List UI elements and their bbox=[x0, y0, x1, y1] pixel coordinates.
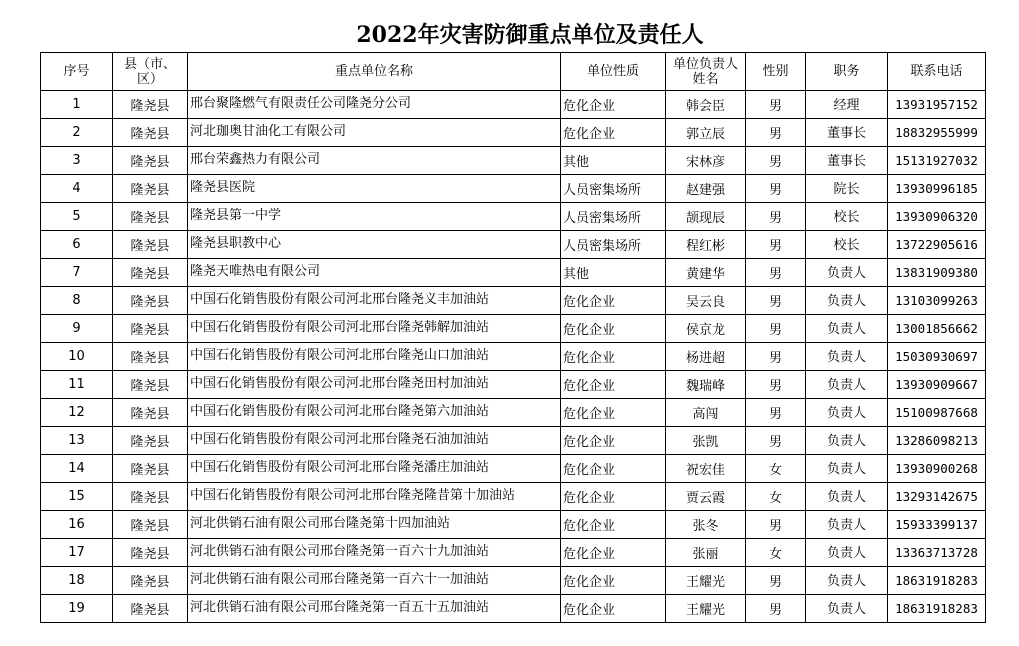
cell-phone: 13930996185 bbox=[888, 175, 986, 203]
cell-gender: 男 bbox=[746, 371, 806, 399]
cell-phone: 13930906320 bbox=[888, 203, 986, 231]
table-row bbox=[41, 483, 986, 511]
cell-county: 隆尧县 bbox=[113, 371, 188, 399]
cell-gender: 女 bbox=[746, 539, 806, 567]
cell-county: 隆尧县 bbox=[113, 259, 188, 287]
cell-unit-type: 危化企业 bbox=[561, 483, 666, 511]
cell-person: 颉现辰 bbox=[666, 203, 746, 231]
cell-person: 赵建强 bbox=[666, 175, 746, 203]
cell-county: 隆尧县 bbox=[113, 511, 188, 539]
cell-duty: 负责人 bbox=[806, 511, 888, 539]
cell-person: 祝宏佳 bbox=[666, 455, 746, 483]
unit-name-text: 中国石化销售股份有限公司河北邢台隆尧隆昔第十加油站 bbox=[190, 488, 516, 503]
cell-gender: 男 bbox=[746, 427, 806, 455]
unit-name-text: 中国石化销售股份有限公司河北邢台隆尧潘庄加油站 bbox=[190, 460, 490, 475]
cell-unit-type: 危化企业 bbox=[561, 91, 666, 119]
unit-name-text: 隆尧天唯热电有限公司 bbox=[190, 264, 321, 279]
cell-index: 13 bbox=[41, 427, 113, 455]
cell-duty: 负责人 bbox=[806, 399, 888, 427]
cell-unit-name bbox=[188, 539, 561, 567]
table-row bbox=[41, 147, 986, 175]
cell-person: 王耀光 bbox=[666, 595, 746, 623]
cell-person: 韩会臣 bbox=[666, 91, 746, 119]
cell-gender: 男 bbox=[746, 287, 806, 315]
cell-person: 宋林彦 bbox=[666, 147, 746, 175]
cell-unit-name bbox=[188, 595, 561, 623]
cell-gender: 男 bbox=[746, 511, 806, 539]
cell-index: 17 bbox=[41, 539, 113, 567]
cell-duty: 负责人 bbox=[806, 539, 888, 567]
cell-unit-type: 危化企业 bbox=[561, 119, 666, 147]
cell-duty: 负责人 bbox=[806, 455, 888, 483]
cell-county: 隆尧县 bbox=[113, 567, 188, 595]
cell-phone: 18631918283 bbox=[888, 567, 986, 595]
cell-index: 11 bbox=[41, 371, 113, 399]
cell-unit-type: 危化企业 bbox=[561, 455, 666, 483]
cell-duty: 负责人 bbox=[806, 315, 888, 343]
unit-name-text: 邢台聚隆燃气有限责任公司隆尧分公司 bbox=[190, 96, 412, 111]
header-row bbox=[41, 53, 986, 91]
cell-index: 10 bbox=[41, 343, 113, 371]
cell-unit-name bbox=[188, 371, 561, 399]
cell-county: 隆尧县 bbox=[113, 287, 188, 315]
unit-name-text: 邢台荣鑫热力有限公司 bbox=[190, 152, 321, 167]
cell-county: 隆尧县 bbox=[113, 343, 188, 371]
cell-gender: 男 bbox=[746, 567, 806, 595]
cell-gender: 女 bbox=[746, 455, 806, 483]
cell-duty: 负责人 bbox=[806, 371, 888, 399]
cell-county: 隆尧县 bbox=[113, 427, 188, 455]
cell-person: 张凯 bbox=[666, 427, 746, 455]
cell-index: 16 bbox=[41, 511, 113, 539]
cell-unit-type: 危化企业 bbox=[561, 343, 666, 371]
cell-unit-name bbox=[188, 483, 561, 511]
cell-duty: 负责人 bbox=[806, 259, 888, 287]
cell-gender: 男 bbox=[746, 147, 806, 175]
unit-name-text: 河北供销石油有限公司邢台隆尧第十四加油站 bbox=[190, 516, 451, 531]
unit-name-text: 隆尧县第一中学 bbox=[190, 208, 282, 223]
cell-duty: 校长 bbox=[806, 203, 888, 231]
cell-county: 隆尧县 bbox=[113, 203, 188, 231]
cell-gender: 男 bbox=[746, 91, 806, 119]
cell-unit-type: 危化企业 bbox=[561, 315, 666, 343]
cell-gender: 男 bbox=[746, 595, 806, 623]
cell-county: 隆尧县 bbox=[113, 483, 188, 511]
cell-person: 侯京龙 bbox=[666, 315, 746, 343]
cell-person: 郭立辰 bbox=[666, 119, 746, 147]
cell-county: 隆尧县 bbox=[113, 147, 188, 175]
header-index: 序号 bbox=[41, 53, 113, 91]
unit-name-text: 隆尧县医院 bbox=[190, 180, 256, 195]
cell-unit-type: 危化企业 bbox=[561, 287, 666, 315]
cell-phone: 13001856662 bbox=[888, 315, 986, 343]
cell-unit-name bbox=[188, 203, 561, 231]
table-row bbox=[41, 175, 986, 203]
cell-phone: 13103099263 bbox=[888, 287, 986, 315]
cell-county: 隆尧县 bbox=[113, 595, 188, 623]
cell-person: 魏瑞峰 bbox=[666, 371, 746, 399]
cell-phone: 15100987668 bbox=[888, 399, 986, 427]
unit-name-text: 河北供销石油有限公司邢台隆尧第一百五十五加油站 bbox=[190, 600, 490, 615]
cell-unit-name bbox=[188, 455, 561, 483]
cell-index: 12 bbox=[41, 399, 113, 427]
cell-index: 18 bbox=[41, 567, 113, 595]
cell-gender: 女 bbox=[746, 483, 806, 511]
unit-name-text: 中国石化销售股份有限公司河北邢台隆尧韩解加油站 bbox=[190, 320, 490, 335]
cell-index: 6 bbox=[41, 231, 113, 259]
cell-person: 黄建华 bbox=[666, 259, 746, 287]
cell-county: 隆尧县 bbox=[113, 175, 188, 203]
cell-gender: 男 bbox=[746, 399, 806, 427]
cell-person: 程红彬 bbox=[666, 231, 746, 259]
cell-person: 贾云霞 bbox=[666, 483, 746, 511]
cell-duty: 负责人 bbox=[806, 595, 888, 623]
cell-county: 隆尧县 bbox=[113, 539, 188, 567]
cell-unit-type: 其他 bbox=[561, 147, 666, 175]
cell-phone: 18832955999 bbox=[888, 119, 986, 147]
table-row bbox=[41, 343, 986, 371]
cell-index: 8 bbox=[41, 287, 113, 315]
cell-person: 王耀光 bbox=[666, 567, 746, 595]
cell-index: 15 bbox=[41, 483, 113, 511]
cell-county: 隆尧县 bbox=[113, 91, 188, 119]
cell-gender: 男 bbox=[746, 119, 806, 147]
cell-unit-type: 危化企业 bbox=[561, 539, 666, 567]
table-row bbox=[41, 567, 986, 595]
table-row bbox=[41, 287, 986, 315]
unit-name-text: 河北珈奥甘油化工有限公司 bbox=[190, 124, 347, 139]
cell-phone: 13930909667 bbox=[888, 371, 986, 399]
cell-county: 隆尧县 bbox=[113, 119, 188, 147]
cell-county: 隆尧县 bbox=[113, 231, 188, 259]
cell-unit-name bbox=[188, 147, 561, 175]
cell-duty: 董事长 bbox=[806, 147, 888, 175]
unit-name-text: 隆尧县职教中心 bbox=[190, 236, 282, 251]
cell-phone: 13293142675 bbox=[888, 483, 986, 511]
cell-phone: 13363713728 bbox=[888, 539, 986, 567]
cell-unit-type: 人员密集场所 bbox=[561, 231, 666, 259]
cell-duty: 负责人 bbox=[806, 427, 888, 455]
cell-index: 7 bbox=[41, 259, 113, 287]
cell-unit-type: 人员密集场所 bbox=[561, 175, 666, 203]
cell-phone: 13931957152 bbox=[888, 91, 986, 119]
cell-person: 张丽 bbox=[666, 539, 746, 567]
table-row bbox=[41, 371, 986, 399]
responsibility-table bbox=[40, 52, 986, 623]
cell-county: 隆尧县 bbox=[113, 315, 188, 343]
cell-gender: 男 bbox=[746, 203, 806, 231]
table-row bbox=[41, 119, 986, 147]
cell-index: 5 bbox=[41, 203, 113, 231]
cell-duty: 校长 bbox=[806, 231, 888, 259]
cell-unit-type: 危化企业 bbox=[561, 427, 666, 455]
cell-duty: 院长 bbox=[806, 175, 888, 203]
cell-duty: 负责人 bbox=[806, 567, 888, 595]
cell-unit-name bbox=[188, 119, 561, 147]
cell-person: 杨进超 bbox=[666, 343, 746, 371]
cell-unit-name bbox=[188, 175, 561, 203]
unit-name-text: 中国石化销售股份有限公司河北邢台隆尧石油加油站 bbox=[190, 432, 490, 447]
cell-phone: 18631918283 bbox=[888, 595, 986, 623]
cell-gender: 男 bbox=[746, 231, 806, 259]
cell-phone: 13930900268 bbox=[888, 455, 986, 483]
cell-unit-name bbox=[188, 343, 561, 371]
table-row bbox=[41, 315, 986, 343]
cell-duty: 负责人 bbox=[806, 483, 888, 511]
cell-unit-name bbox=[188, 91, 561, 119]
cell-unit-name bbox=[188, 231, 561, 259]
header-county: 县（市、区） bbox=[113, 53, 188, 91]
cell-county: 隆尧县 bbox=[113, 399, 188, 427]
cell-unit-type: 危化企业 bbox=[561, 595, 666, 623]
header-gender: 性别 bbox=[746, 53, 806, 91]
cell-unit-type: 人员密集场所 bbox=[561, 203, 666, 231]
header-duty: 职务 bbox=[806, 53, 888, 91]
header-person: 单位负责人姓名 bbox=[666, 53, 746, 91]
unit-name-text: 河北供销石油有限公司邢台隆尧第一百六十九加油站 bbox=[190, 544, 490, 559]
cell-phone: 13286098213 bbox=[888, 427, 986, 455]
cell-unit-name bbox=[188, 567, 561, 595]
unit-name-text: 中国石化销售股份有限公司河北邢台隆尧田村加油站 bbox=[190, 376, 490, 391]
cell-index: 9 bbox=[41, 315, 113, 343]
document-title: 2022年灾害防御重点单位及责任人 bbox=[356, 22, 704, 48]
header-unit-name: 重点单位名称 bbox=[188, 53, 561, 91]
unit-name-text: 河北供销石油有限公司邢台隆尧第一百六十一加油站 bbox=[190, 572, 490, 587]
cell-unit-name bbox=[188, 315, 561, 343]
cell-person: 张冬 bbox=[666, 511, 746, 539]
cell-unit-name bbox=[188, 259, 561, 287]
cell-unit-name bbox=[188, 399, 561, 427]
unit-name-text: 中国石化销售股份有限公司河北邢台隆尧义丰加油站 bbox=[190, 292, 490, 307]
cell-gender: 男 bbox=[746, 175, 806, 203]
table-row bbox=[41, 259, 986, 287]
table-row bbox=[41, 455, 986, 483]
cell-unit-type: 危化企业 bbox=[561, 511, 666, 539]
cell-index: 3 bbox=[41, 147, 113, 175]
unit-name-text: 中国石化销售股份有限公司河北邢台隆尧第六加油站 bbox=[190, 404, 490, 419]
cell-unit-type: 危化企业 bbox=[561, 567, 666, 595]
cell-duty: 经理 bbox=[806, 91, 888, 119]
header-unit-type: 单位性质 bbox=[561, 53, 666, 91]
cell-phone: 15933399137 bbox=[888, 511, 986, 539]
cell-county: 隆尧县 bbox=[113, 455, 188, 483]
cell-index: 2 bbox=[41, 119, 113, 147]
cell-person: 吴云良 bbox=[666, 287, 746, 315]
cell-gender: 男 bbox=[746, 343, 806, 371]
table-row bbox=[41, 511, 986, 539]
table-row bbox=[41, 595, 986, 623]
cell-unit-name bbox=[188, 511, 561, 539]
cell-unit-name bbox=[188, 427, 561, 455]
cell-index: 1 bbox=[41, 91, 113, 119]
table-row bbox=[41, 427, 986, 455]
table-row bbox=[41, 203, 986, 231]
cell-duty: 负责人 bbox=[806, 287, 888, 315]
cell-gender: 男 bbox=[746, 259, 806, 287]
cell-unit-type: 危化企业 bbox=[561, 371, 666, 399]
unit-name-text: 中国石化销售股份有限公司河北邢台隆尧山口加油站 bbox=[190, 348, 490, 363]
table-row bbox=[41, 231, 986, 259]
cell-index: 14 bbox=[41, 455, 113, 483]
cell-unit-name bbox=[188, 287, 561, 315]
cell-duty: 负责人 bbox=[806, 343, 888, 371]
cell-unit-type: 其他 bbox=[561, 259, 666, 287]
cell-gender: 男 bbox=[746, 315, 806, 343]
cell-unit-type: 危化企业 bbox=[561, 399, 666, 427]
table-row bbox=[41, 399, 986, 427]
table-row bbox=[41, 539, 986, 567]
cell-index: 19 bbox=[41, 595, 113, 623]
cell-index: 4 bbox=[41, 175, 113, 203]
cell-person: 高闯 bbox=[666, 399, 746, 427]
cell-phone: 13722905616 bbox=[888, 231, 986, 259]
cell-duty: 董事长 bbox=[806, 119, 888, 147]
cell-phone: 15030930697 bbox=[888, 343, 986, 371]
cell-phone: 15131927032 bbox=[888, 147, 986, 175]
cell-phone: 13831909380 bbox=[888, 259, 986, 287]
table-row bbox=[41, 91, 986, 119]
header-phone: 联系电话 bbox=[888, 53, 986, 91]
